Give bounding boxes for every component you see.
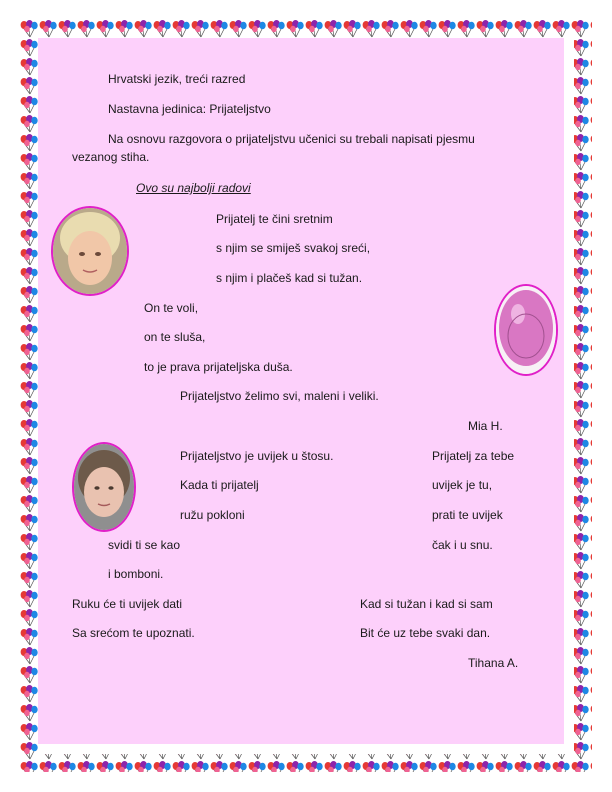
poem2-right-line-3: prati te uvijek — [432, 508, 503, 522]
poem2-left-line-4: svidi ti se kao — [108, 538, 181, 552]
poem1-line-4: On te voli, — [144, 301, 199, 315]
poem2-right-line-4: čak i u snu. — [432, 538, 493, 552]
poem2-right-line-5: Kad si tužan i kad si sam — [360, 597, 493, 611]
poem1-line-1: Prijatelj te čini sretnim — [216, 212, 333, 226]
poem1-line-3: s njim i plačeš kad si tužan. — [216, 271, 363, 285]
intro-line-2: vezanog stiha. — [72, 150, 150, 164]
poem2-left-line-3: ružu pokloni — [180, 508, 245, 522]
document-page — [38, 38, 564, 744]
poem2-right-line-1: Prijatelj za tebe — [432, 449, 515, 463]
stop-balloon-photo — [494, 284, 558, 376]
student-photo-1 — [51, 206, 129, 296]
poem2-left-line-5: i bomboni. — [108, 567, 164, 581]
section-heading: Ovo su najbolji radovi — [136, 181, 251, 195]
intro-line-1: Na osnovu razgovora o prijateljstvu učenici su trebali napisati pjesmu — [108, 132, 475, 146]
poem1-line-7: Prijateljstvo želimo svi, maleni i veliki. — [180, 389, 379, 403]
poem2-left-line-1: Prijateljstvo je uvijek u štosu. — [180, 449, 334, 463]
poem2-author: Tihana A. — [468, 656, 519, 670]
poem2-left-line-7: Sa srećom te upoznati. — [72, 626, 195, 640]
poem1-line-2: s njim se smiješ svakoj sreći, — [216, 241, 371, 255]
poem2-left-line-6: Ruku će ti uvijek dati — [72, 597, 183, 611]
poem2-right-line-2: uvijek je tu, — [432, 478, 493, 492]
student-photo-2 — [72, 442, 136, 532]
lesson-line: Nastavna jedinica: Prijateljstvo — [108, 102, 271, 116]
poem2-left-line-2: Kada ti prijatelj — [180, 478, 259, 492]
poem2-right-line-6: Bit će uz tebe svaki dan. — [360, 626, 491, 640]
poem1-author: Mia H. — [468, 419, 503, 433]
subject-line: Hrvatski jezik, treći razred — [108, 72, 246, 86]
poem1-line-6: to je prava prijateljska duša. — [144, 360, 293, 374]
poem1-line-5: on te sluša, — [144, 330, 206, 344]
